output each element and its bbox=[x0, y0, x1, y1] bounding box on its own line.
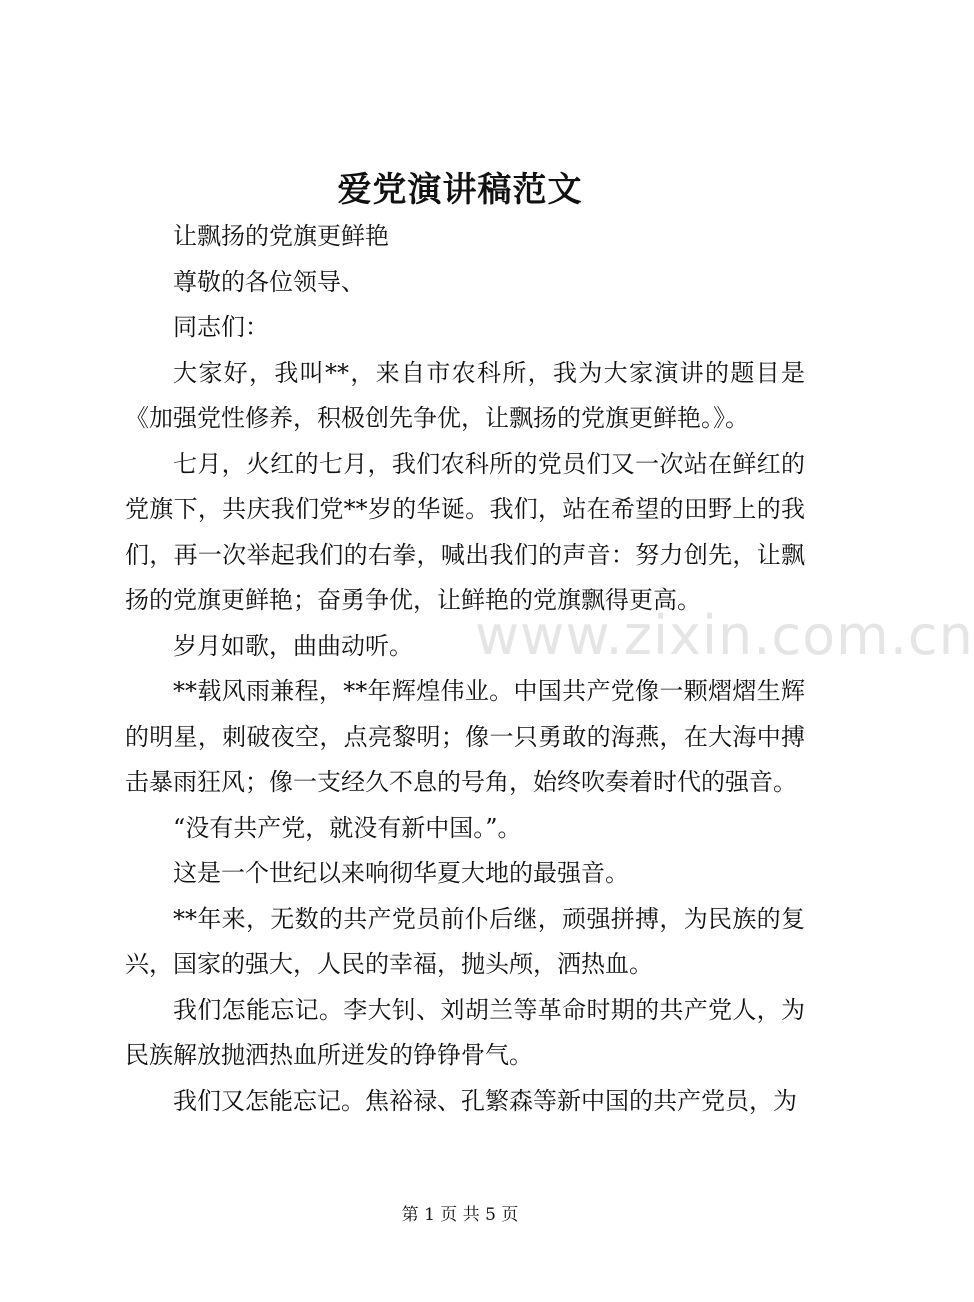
paragraph: 岁月如歌，曲曲动听。 bbox=[173, 631, 413, 660]
paragraph: 尊敬的各位领导、 bbox=[173, 267, 365, 296]
paragraph: “没有共产党，就没有新中国。”。 bbox=[173, 813, 522, 842]
paragraph: 大家好，我叫**，来自市农科所，我为大家演讲的题目是《加强党性修养，积极创先争优，让飘扬的党旗更鲜艳。》。 bbox=[125, 358, 805, 432]
paragraph: **载风雨兼程，**年辉煌伟业。中国共产党像一颗熠熠生辉的明星，刺破夜空，点亮黎明；像一只勇敢的海燕，在大海中搏击暴雨狂风；像一支经久不息的号角，始终吹奏着时代的强音。 bbox=[125, 677, 805, 796]
document-title: 爱党演讲稿范文 bbox=[337, 170, 583, 210]
document-body bbox=[125, 214, 805, 1124]
paragraph: 我们怎能忘记。李大钊、刘胡兰等革命时期的共产党人，为民族解放抛洒热血所迸发的铮铮骨气。 bbox=[125, 995, 805, 1069]
paragraph: 这是一个世纪以来响彻华夏大地的最强音。 bbox=[173, 859, 629, 887]
paragraph: 我们又怎能忘记。焦裕禄、孔繁森等新中国的共产党员，为 bbox=[173, 1086, 797, 1115]
paragraph: **年来，无数的共产党员前仆后继，顽强拼搏，为民族的复兴，国家的强大，人民的幸福，抛头颅，洒热血。 bbox=[125, 904, 805, 978]
paragraph: 让飘扬的党旗更鲜艳 bbox=[173, 222, 389, 250]
paragraph: 七月，火红的七月，我们农科所的党员们又一次站在鲜红的党旗下，共庆我们党**岁的华诞。我们，站在希望的田野上的我们，再一次举起我们的右拳，喊出我们的声音：努力创先，让飘扬的党旗更鲜艳；奋勇争优，让鲜艳的党旗飘得更高。 bbox=[125, 449, 805, 614]
watermark: www.zixin.com.cn bbox=[475, 604, 974, 667]
page-indicator: 第 1 页 共 5 页 bbox=[401, 1205, 519, 1225]
paragraph: 同志们： bbox=[173, 313, 269, 341]
